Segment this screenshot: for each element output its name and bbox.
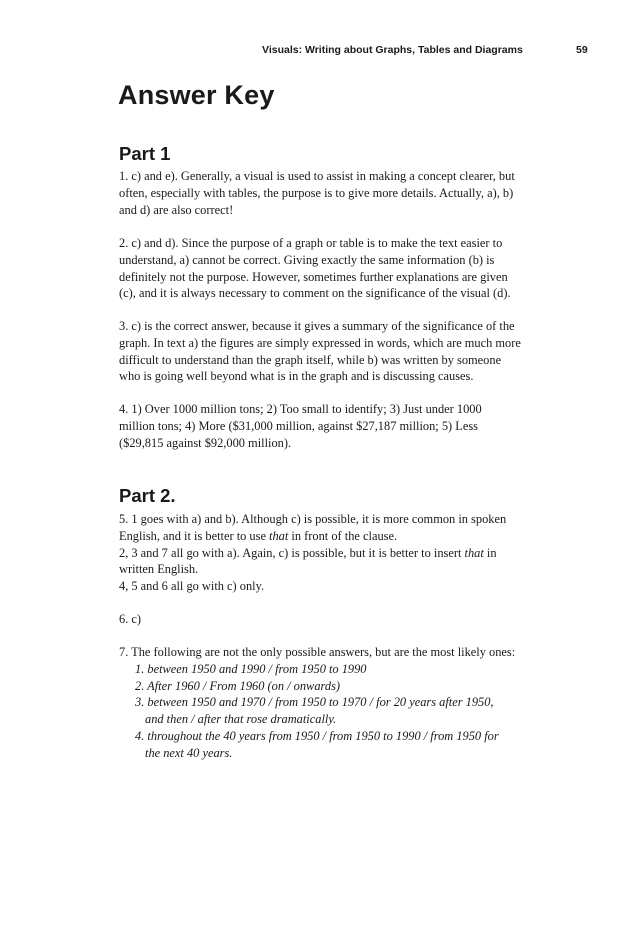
answer-3 [119,318,545,385]
answer-line: 2. After 1960 / From 1960 (on / onwards) [135,678,341,693]
answer-line: 6. c) [119,612,142,626]
answer-line: English, and it is better to use that in front of the clause. [119,528,398,543]
answer-4 [119,401,545,451]
answer-line: the next 40 years. [145,745,233,760]
answer-line: 4. 1) Over 1000 million tons; 2) Too small to identify; 3) Just under 1000 [119,402,482,416]
answer-line: 3. between 1950 and 1970 / from 1950 to 1970 / for 20 years after 1950, [135,695,494,710]
answer-line: graph. In text a) the figures are simply expressed in words, which are much more [119,335,521,350]
answer-line: 2, 3 and 7 all go with a). Again, c) is possible, but it is better to insert that in [119,545,497,560]
answer-line: and d) are also correct! [119,202,234,217]
answer-line: and then / after that rose dramatically. [145,712,337,727]
answer-line: million tons; 4) More ($31,000 million, against $27,187 million; 5) Less [119,418,478,433]
answer-line: 4. throughout the 40 years from 1950 / from 1950 to 1990 / from 1950 for [135,728,499,743]
answer-line: 4, 5 and 6 all go with c) only. [119,579,265,594]
answer-line: understand, a) cannot be correct. Giving exactly the same information (b) is [119,252,495,267]
running-title: Visuals: Writing about Graphs, Tables and Diagrams [262,44,523,56]
answer-2 [119,235,545,302]
answer-6 [119,611,545,628]
answer-5 [119,511,545,595]
answer-line: often, especially with tables, the purpose is to give more details. Actually, a), b) [119,185,514,200]
answer-line: who is going well beyond what is in the graph and is discussing causes. [119,369,474,384]
answer-7 [119,644,545,762]
answer-line: written English. [119,562,199,577]
answer-line: (c), and it is always necessary to comment on the significance of the visual (d). [119,286,511,301]
page-title: Answer Key [118,80,275,110]
answer-line: ($29,815 against $92,000 million). [119,435,292,450]
answer-1 [119,168,545,218]
answer-line: definitely not the purpose. However, sometimes further explanations are given [119,269,508,284]
answer-line: 2. c) and d). Since the purpose of a graph or table is to make the text easier to [119,236,503,250]
answer-line: difficult to understand than the graph itself, while b) was written by someone [119,352,502,367]
answer-line: 3. c) is the correct answer, because it gives a summary of the significance of the [119,319,515,333]
part-1-heading: Part 1 [119,143,171,164]
answer-line: 1. c) and e). Generally, a visual is used to assist in making a concept clearer, but [119,169,515,183]
page-number: 59 [576,44,588,56]
answer-line: 1. between 1950 and 1990 / from 1950 to 1990 [135,661,367,676]
answer-line: 5. 1 goes with a) and b). Although c) is possible, it is more common in spoken [119,512,507,526]
answer-line: 7. The following are not the only possible answers, but are the most likely ones: [119,645,516,659]
part-2-heading: Part 2. [119,485,176,506]
